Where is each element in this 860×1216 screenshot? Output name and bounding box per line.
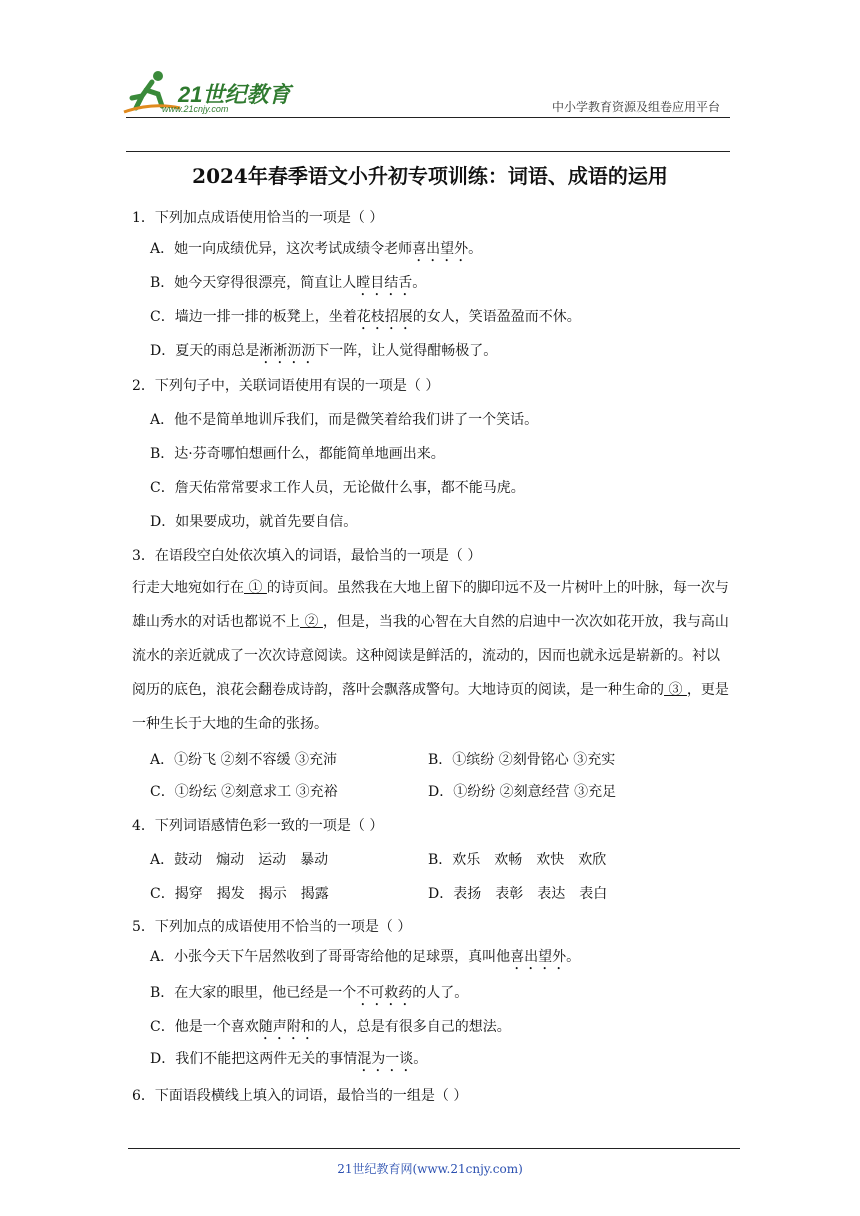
q3-stem: 3．在语段空白处依次填入的词语，最恰当的一项是（ ）	[132, 548, 482, 564]
title-rule	[126, 151, 730, 152]
q2-option-b: B．达·芬奇哪怕想画什么，都能简单地画出来。	[150, 446, 445, 462]
footer-rule	[128, 1148, 740, 1149]
q3-passage: 行走大地宛如行在 ① 的诗页间。虽然我在大地上留下的脚印远不及一片树叶上的叶脉，每一次与雄山秀水的对话也都说不上 ② ，但是，当我的心智在大自然的启迪中一次次如花开放，我与高山流水的亲近就成了一次次诗意阅读。这种阅读是鲜活的，流动的，因而也就永远是崭新的。衬以阅历的底色，浪花会翻卷成诗韵，落叶会飘落成警句。大地诗页的阅读，是一种生命的 ③ ，更是一种生长于大地的生命的张扬。	[132, 580, 729, 732]
q4-options-row2	[150, 883, 730, 903]
q4-option-d: D．表扬 表彰 表达 表白	[428, 886, 608, 902]
q3-options-row2	[150, 781, 730, 801]
q1-stem: 1．下列加点成语使用恰当的一项是（ ）	[132, 210, 384, 226]
q4-option-a: A．鼓动 煽动 运动 暴动	[150, 852, 329, 868]
q5-option-a: A．小张今天下午居然收到了哥哥寄给他的足球票，真叫他喜出望外。	[150, 949, 581, 965]
q4-options-row1	[150, 849, 730, 869]
header-rule	[126, 117, 730, 118]
q1-option-c: C．墙边一排一排的板凳上，坐着花枝招展的女人，笑语盈盈而不休。	[150, 309, 581, 325]
q2-stem: 2．下列句子中，关联词语使用有误的一项是（ ）	[132, 378, 440, 394]
q3-option-d: D．①纷纷 ②刻意经营 ③充足	[428, 784, 617, 800]
q2-option-d: D．如果要成功，就首先要自信。	[150, 514, 358, 530]
q3-options-row1	[150, 749, 730, 769]
header-tagline: 中小学教育资源及组卷应用平台	[551, 100, 720, 114]
q5-option-b: B．在大家的眼里，他已经是一个不可救药的人了。	[150, 985, 469, 1001]
q3-option-c: C．①纷纭 ②刻意求工 ③充裕	[150, 784, 338, 800]
q4-stem: 4．下列词语感情色彩一致的一项是（ ）	[132, 818, 384, 834]
q5-option-d: D．我们不能把这两件无关的事情混为一谈。	[150, 1051, 428, 1067]
logo-url: www.21cnjy.com	[162, 104, 229, 114]
site-logo	[122, 68, 292, 118]
q3-option-b: B．①缤纷 ②刻骨铭心 ③充实	[428, 752, 616, 768]
q4-option-c: C．揭穿 揭发 揭示 揭露	[150, 886, 329, 902]
q2-option-c: C．詹天佑常常要求工作人员，无论做什么事，都不能马虎。	[150, 480, 525, 496]
q2-option-a: A．他不是简单地训斥我们，而是微笑着给我们讲了一个笑话。	[150, 412, 539, 428]
q1-option-a: A．她一向成绩优异，这次考试成绩令老师喜出望外。	[150, 241, 483, 257]
q1-option-d: D．夏天的雨总是淅淅沥沥下一阵，让人觉得酣畅极了。	[150, 343, 498, 359]
logo-text: 21世纪教育	[178, 82, 291, 107]
q3-option-a: A．①纷飞 ②刻不容缓 ③充沛	[150, 752, 338, 768]
q6-stem: 6．下面语段横线上填入的词语，最恰当的一组是（ ）	[132, 1088, 468, 1104]
page-title: 2024年春季语文小升初专项训练：词语、成语的运用	[192, 164, 668, 188]
q4-option-b: B．欢乐 欢畅 欢快 欢欣	[428, 852, 607, 868]
q5-stem: 5．下列加点的成语使用不恰当的一项是（ ）	[132, 919, 412, 935]
q1-option-b: B．她今天穿得很漂亮，简直让人瞠目结舌。	[150, 275, 427, 291]
footer-text[interactable]: 21世纪教育网(www.21cnjy.com)	[337, 1162, 523, 1176]
q5-option-c: C．他是一个喜欢随声附和的人，总是有很多自己的想法。	[150, 1019, 511, 1035]
